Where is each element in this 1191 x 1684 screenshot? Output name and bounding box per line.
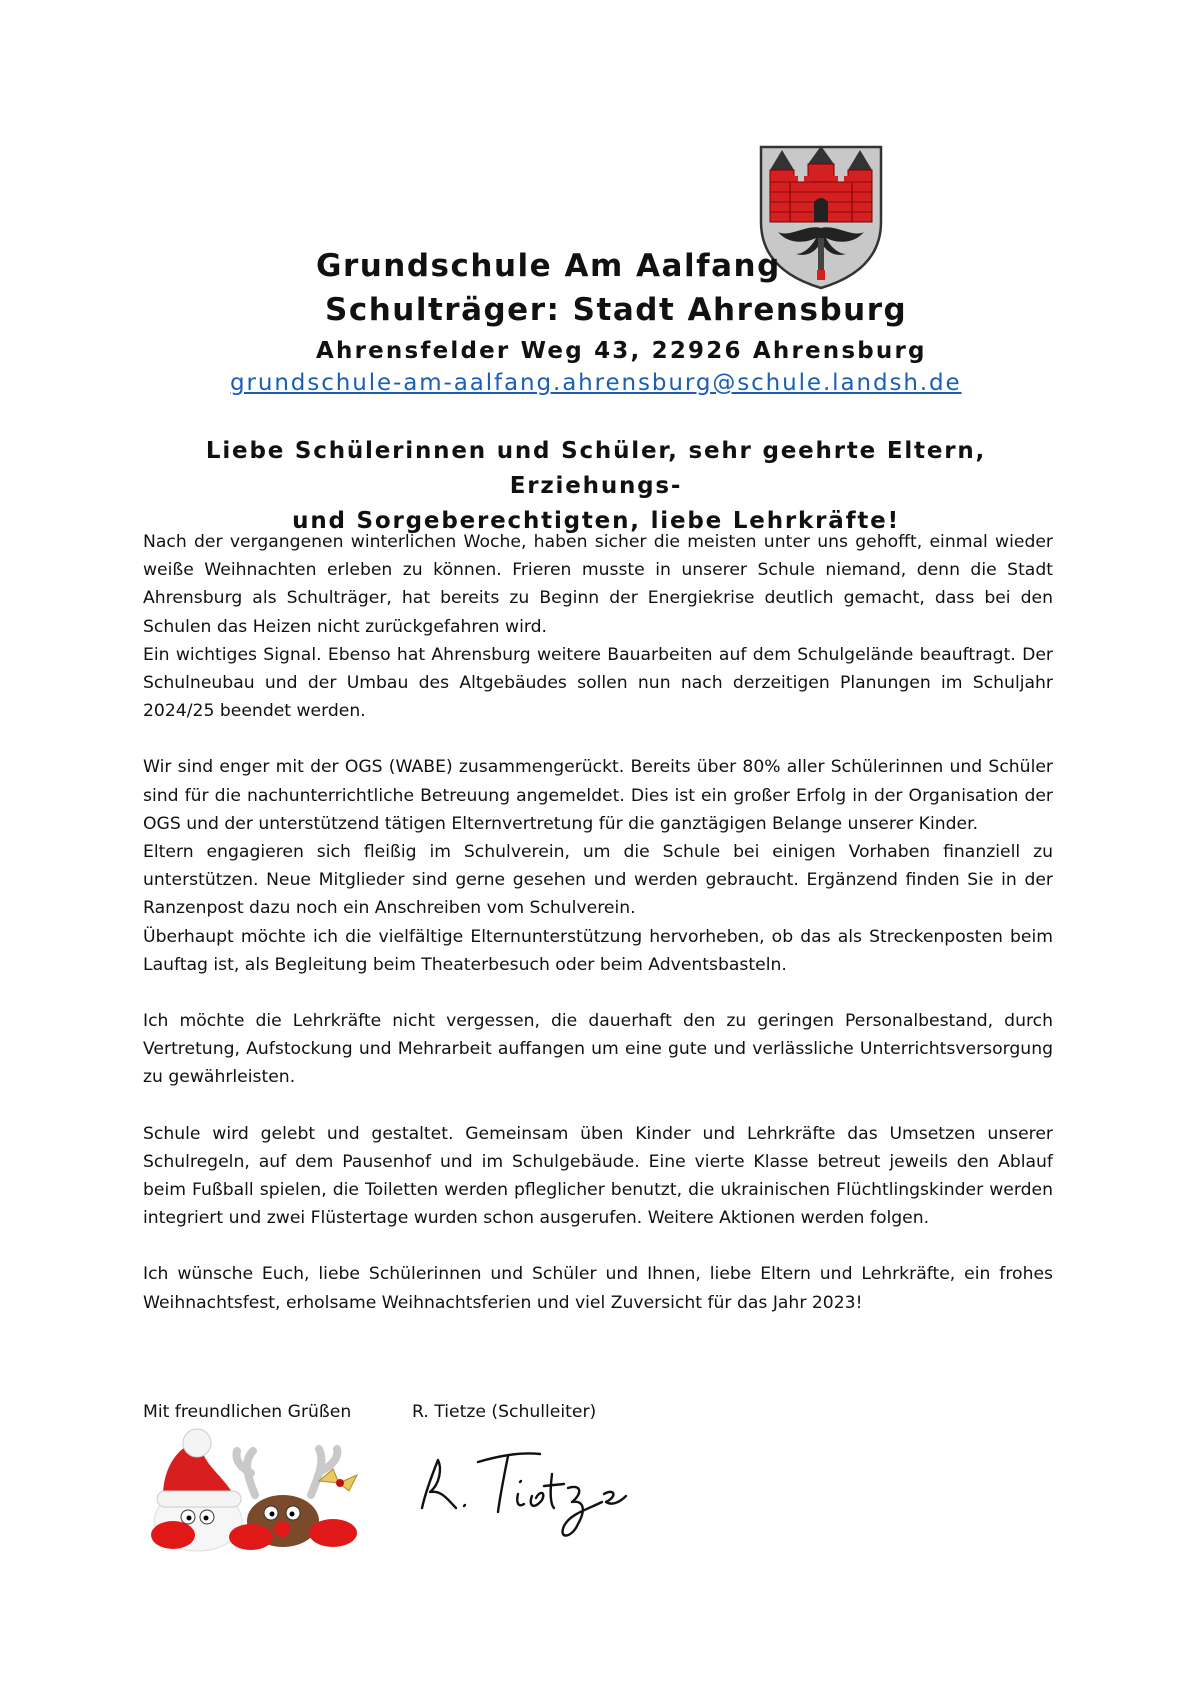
closing-signer: R. Tietze (Schulleiter) xyxy=(412,1402,597,1422)
closing-greeting: Mit freundlichen Grüßen xyxy=(143,1402,352,1422)
paragraph-4: Eltern engagieren sich fleißig im Schulverein, um die Schule bei einigen Vorhaben finanziell zu unterstützen. Neue Mitglieder sind gerne gesehen und werden gebraucht. Ergänzend finden Sie in der Ranzenpost dazu noch ein Anschreiben vom Schulverein. xyxy=(143,842,1053,919)
school-carrier: Schulträger: Stadt Ahrensburg xyxy=(325,292,908,328)
paragraph-7: Schule wird gelebt und gestaltet. Gemeinsam üben Kinder und Lehrkräfte das Umsetzen unserer Schulregeln, auf dem Pausenhof und im Schulgebäude. Eine vierte Klasse betreut jeweils den Ablauf beim Fußball spielen, die Toiletten werden pfleglicher benutzt, die ukrainischen Flüchtlingskinder werden integriert und zwei Flüstertage wurden schon ausgerufen. Weitere Aktionen werden folgen. xyxy=(143,1123,1053,1229)
salutation-line-2: und Sorgeberechtigten, liebe Lehrkräfte! xyxy=(292,508,900,534)
paragraph-1: Nach der vergangenen winterlichen Woche, haben sicher die meisten unter uns gehofft, einmal wieder weiße Weihnachten erleben zu können. Frieren musste in unserer Schule niemand, denn die Stadt Ahrensburg als Schulträger, hat bereits zu Beginn der Energiekrise deutlich gemacht, dass bei den Schulen das Heizen nicht zurückgefahren wird. xyxy=(143,532,1053,637)
christmas-clipart xyxy=(143,1425,368,1555)
paragraph-2: Ein wichtiges Signal. Ebenso hat Ahrensburg weitere Bauarbeiten auf dem Schulgelände beauftragt. Der Schulneubau und der Umbau des Altgebäudes sollen nun nach derzeitigen Planungen im Schuljahr 2024/25 beendet werden. xyxy=(143,644,1053,722)
paragraph-3: Wir sind enger mit der OGS (WABE) zusammengerückt. Bereits über 80% aller Schülerinnen und Schüler sind für die nachunterrichtliche Betreuung angemeldet. Dies ist ein großer Erfolg in der Organisation der OGS und der unterstützend tätigen Elternvertretung für die ganztägigen Belange unserer Kinder. xyxy=(143,757,1053,834)
school-name: Grundschule Am Aalfang xyxy=(316,248,781,284)
handwritten-signature xyxy=(408,1440,628,1550)
salutation xyxy=(140,434,1052,539)
paragraph-8: Ich wünsche Euch, liebe Schülerinnen und Schüler und Ihnen, liebe Eltern und Lehrkräfte, ein frohes Weihnachtsfest, erholsame Weihnachtsferien und viel Zuversicht für das Jahr 2023! xyxy=(143,1264,1053,1313)
school-email-link[interactable]: grundschule-am-aalfang.ahrensburg@schule.landsh.de xyxy=(230,370,962,396)
salutation-line-1: Liebe Schülerinnen und Schüler, sehr geehrte Eltern, Erziehungs- xyxy=(205,438,987,499)
paragraph-5: Überhaupt möchte ich die vielfältige Elternunterstützung hervorheben, ob das als Streckenposten beim Lauftag ist, als Begleitung beim Theaterbesuch oder beim Adventsbasteln. xyxy=(143,926,1053,975)
school-address: Ahrensfelder Weg 43, 22926 Ahrensburg xyxy=(316,338,927,364)
paragraph-6: Ich möchte die Lehrkräfte nicht vergessen, die dauerhaft den zu geringen Personalbestand, durch Vertretung, Aufstockung und Mehrarbeit auffangen um eine gute und verlässliche Unterrichtsversorgung zu gewährleisten. xyxy=(143,1011,1053,1088)
letter-body xyxy=(143,528,1053,1317)
